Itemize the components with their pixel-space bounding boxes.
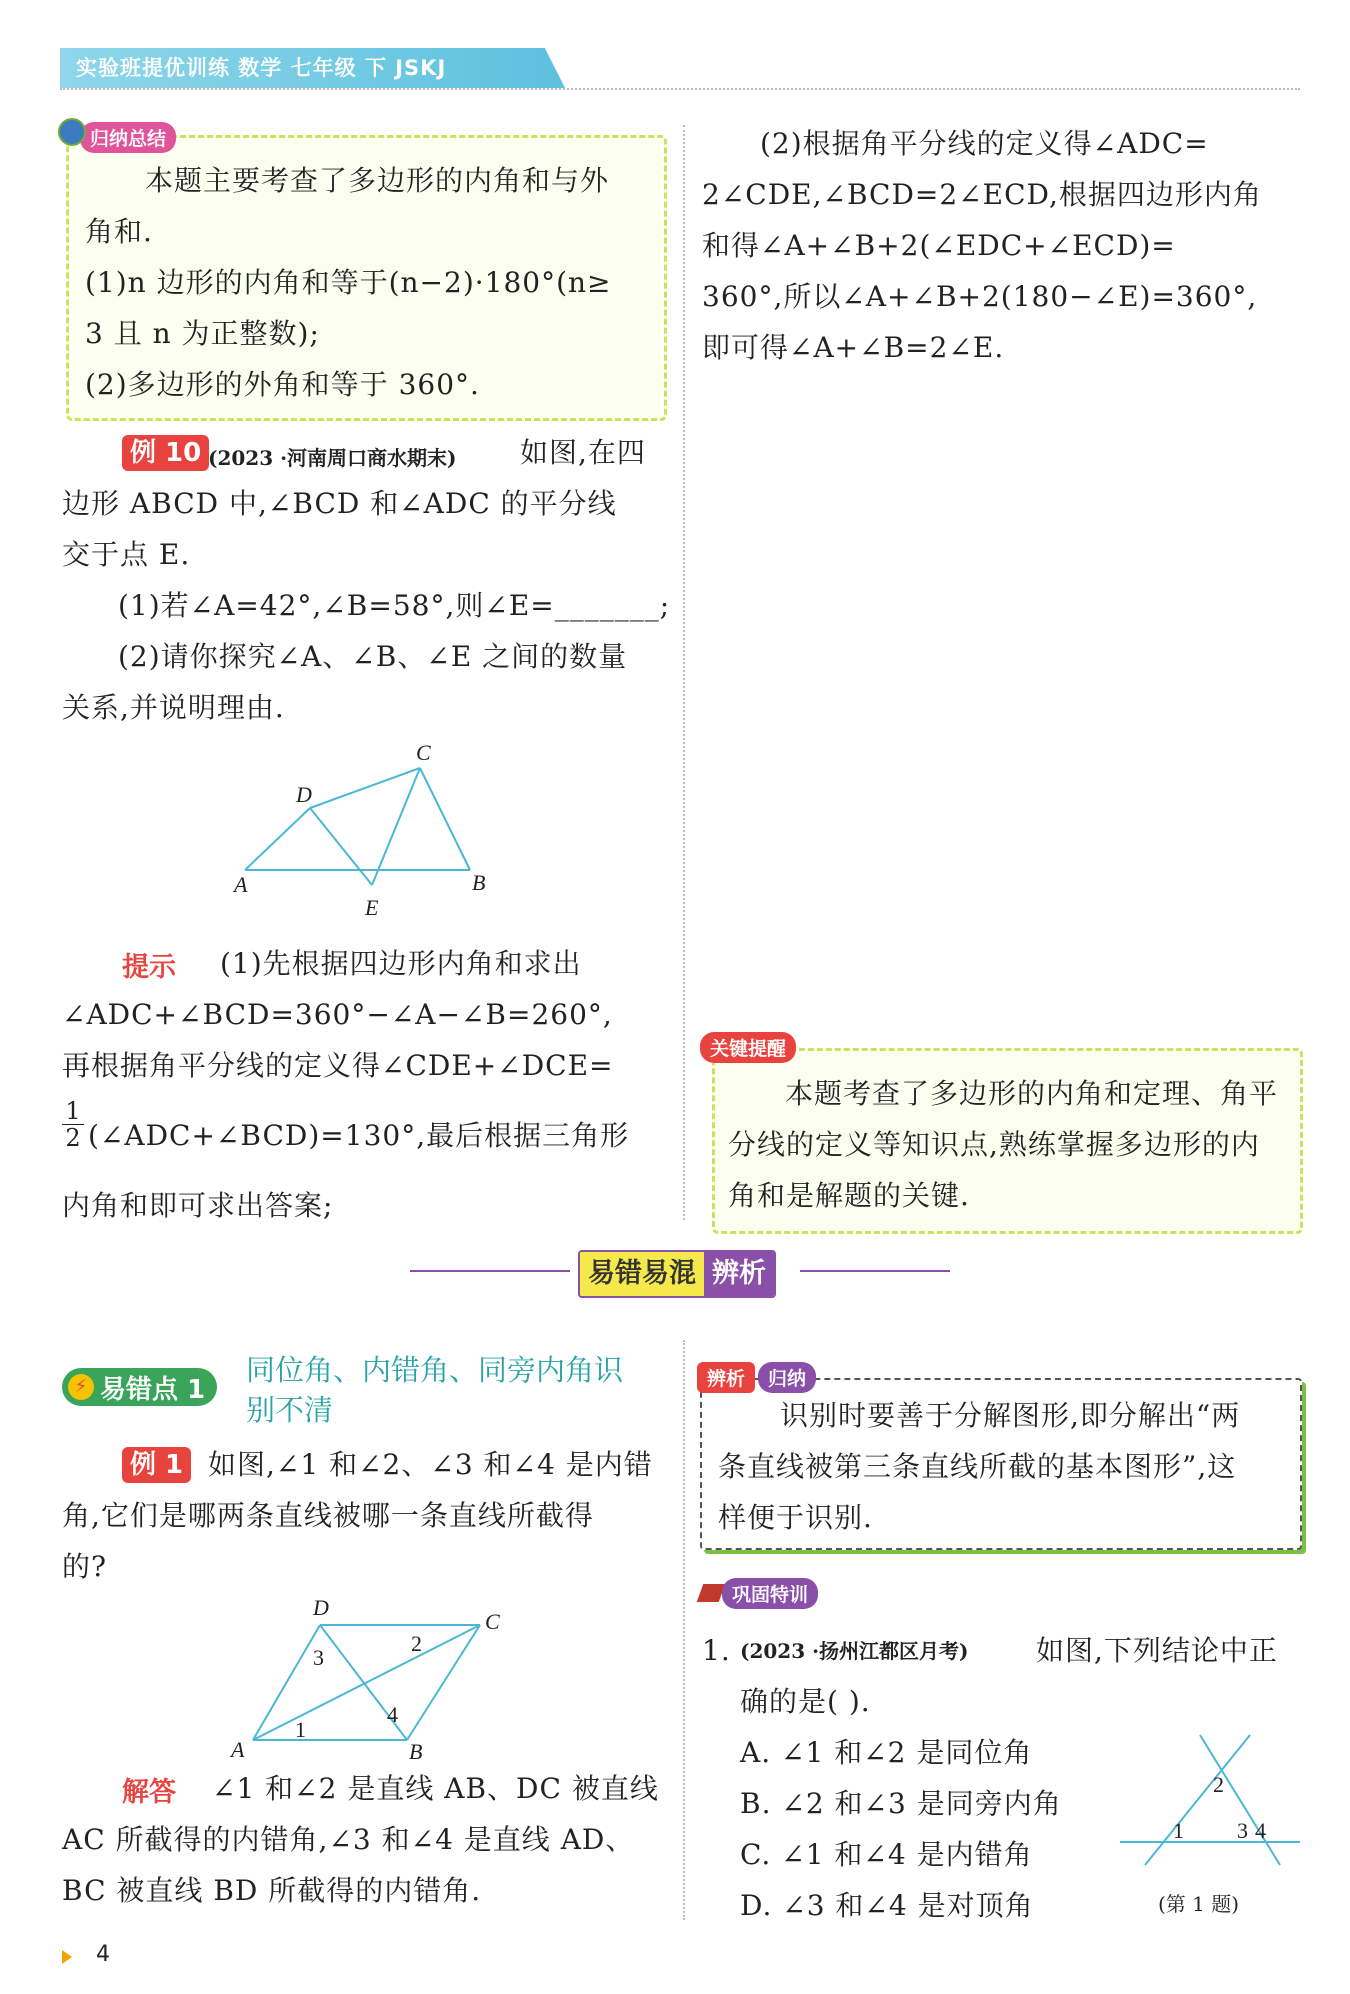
label-C: C [485,1609,500,1634]
angle-4: 4 [387,1702,398,1727]
example-line: 如图,∠1 和∠2、∠3 和∠4 是内错 [208,1448,653,1481]
solution-line: 2∠CDE,∠BCD=2∠ECD,根据四边形内角 [702,178,1262,211]
answer-label: 解答 [122,1777,176,1808]
practice-number: 1. [702,1634,731,1667]
error-title: 别不清 [246,1393,334,1427]
example-badge: 例 1 [122,1447,191,1483]
banner-line-right [800,1270,950,1272]
option-d: D. ∠3 和∠4 是对顶角 [740,1889,1034,1922]
answer-line: AC 所截得的内错角,∠3 和∠4 是直线 AD、 [62,1823,635,1856]
summary-line: (1)n 边形的内角和等于(n−2)·180°(n≥ [85,266,612,299]
label-A: A [234,872,248,897]
fraction-numerator: 1 [62,1098,84,1125]
analysis-line: 条直线被第三条直线所截的基本图形”,这 [718,1450,1237,1483]
practice-figure [1115,1720,1305,1880]
quadrilateral-figure [220,740,500,930]
hint-label: 提示 [122,952,176,983]
page-number: 4 [96,1942,110,1967]
example-line: (2)请你探究∠A、∠B、∠E 之间的数量 [118,640,628,673]
practice-tag: 巩固特训 [722,1578,818,1609]
example-line: 如图,在四 [520,436,646,469]
label-A: A [231,1737,245,1762]
example-line: 角,它们是哪两条直线被哪一条直线所截得 [62,1499,594,1532]
angle-4: 4 [1255,1818,1266,1843]
label-D: D [296,782,312,807]
option-b: B. ∠2 和∠3 是同旁内角 [740,1787,1062,1820]
analysis-line: 识别时要善于分解图形,即分解出“两 [780,1399,1241,1432]
fraction-half [62,1098,84,1151]
example-line: 关系,并说明理由. [62,691,285,724]
lightning-icon: ⚡ [68,1374,94,1400]
header-title: 实验班提优训练 数学 七年级 下 JSKJ [76,56,447,80]
summary-line: 角和. [85,215,153,248]
key-line: 角和是解题的关键. [728,1179,970,1212]
page-marker-icon [62,1950,72,1964]
option-a: A. ∠1 和∠2 是同位角 [740,1736,1033,1769]
label-E: E [365,895,379,920]
summary-tag: 归纳总结 [80,122,176,153]
banner-right: 辨析 [704,1252,774,1296]
section-banner [578,1250,776,1298]
summary-line: (2)多边形的外角和等于 360°. [85,368,480,401]
practice-stem: 确的是( ). [740,1685,871,1718]
label-C: C [416,740,431,765]
error-point-badge [62,1368,217,1406]
example-badge: 例 10 [122,435,209,471]
key-tag: 关键提醒 [700,1032,796,1063]
parallelogram-figure [225,1595,515,1765]
banner-left: 易错易混 [580,1252,704,1296]
key-line: 分线的定义等知识点,熟练掌握多边形的内 [728,1128,1260,1161]
summary-line: 3 且 n 为正整数); [85,317,320,350]
answer-line: BC 被直线 BD 所截得的内错角. [62,1874,482,1907]
label-D: D [313,1595,329,1620]
summary-line: 本题主要考查了多边形的内角和与外 [145,164,610,197]
error-title: 同位角、内错角、同旁内角识 [246,1353,624,1387]
analysis-tag: 辨析 [697,1362,755,1393]
hint-line: ∠ADC+∠BCD=360°−∠A−∠B=260°, [62,998,613,1031]
fraction-denominator: 2 [65,1124,81,1152]
angle-2: 2 [411,1631,422,1656]
hint-line: 再根据角平分线的定义得∠CDE+∠DCE= [62,1049,614,1082]
label-B: B [409,1739,423,1764]
practice-source: (2023 ·扬州江都区月考) [740,1639,969,1663]
analysis-line: 样便于识别. [718,1501,873,1534]
column-divider [683,125,685,1220]
column-divider [683,1340,685,1920]
example-source: (2023 ·河南周口商水期末) [208,446,457,470]
key-line: 本题考查了多边形的内角和定理、角平 [785,1077,1279,1110]
hint-line: (∠ADC+∠BCD)=130°,最后根据三角形 [88,1119,630,1152]
angle-2: 2 [1213,1772,1224,1797]
solution-line: 即可得∠A+∠B=2∠E. [702,331,1005,364]
angle-1: 1 [1173,1818,1184,1843]
analysis-tag: 归纳 [758,1362,816,1393]
solution-line: (2)根据角平分线的定义得∠ADC= [760,127,1209,160]
angle-3: 3 [313,1645,324,1670]
hint-line: 内角和即可求出答案; [62,1189,334,1222]
figure-caption: (第 1 题) [1158,1892,1240,1916]
globe-icon [58,118,86,146]
banner-line-left [410,1270,570,1272]
hint-line: (1)先根据四边形内角和求出 [220,947,582,980]
angle-1: 1 [295,1717,306,1742]
angle-3: 3 [1237,1818,1248,1843]
example-line: (1)若∠A=42°,∠B=58°,则∠E=_______; [118,589,671,622]
practice-icon [697,1584,726,1602]
example-line: 交于点 E. [62,538,191,571]
example-line: 的? [62,1550,108,1583]
answer-line: ∠1 和∠2 是直线 AB、DC 被直线 [212,1772,659,1805]
option-c: C. ∠1 和∠4 是内错角 [740,1838,1033,1871]
label-B: B [472,870,486,895]
solution-line: 360°,所以∠A+∠B+2(180−∠E)=360°, [702,280,1258,313]
example-line: 边形 ABCD 中,∠BCD 和∠ADC 的平分线 [62,487,617,520]
practice-stem: 如图,下列结论中正 [1036,1634,1278,1667]
error-point-label: 易错点 1 [100,1374,206,1405]
solution-line: 和得∠A+∠B+2(∠EDC+∠ECD)= [702,229,1176,262]
header-divider [60,88,1300,90]
